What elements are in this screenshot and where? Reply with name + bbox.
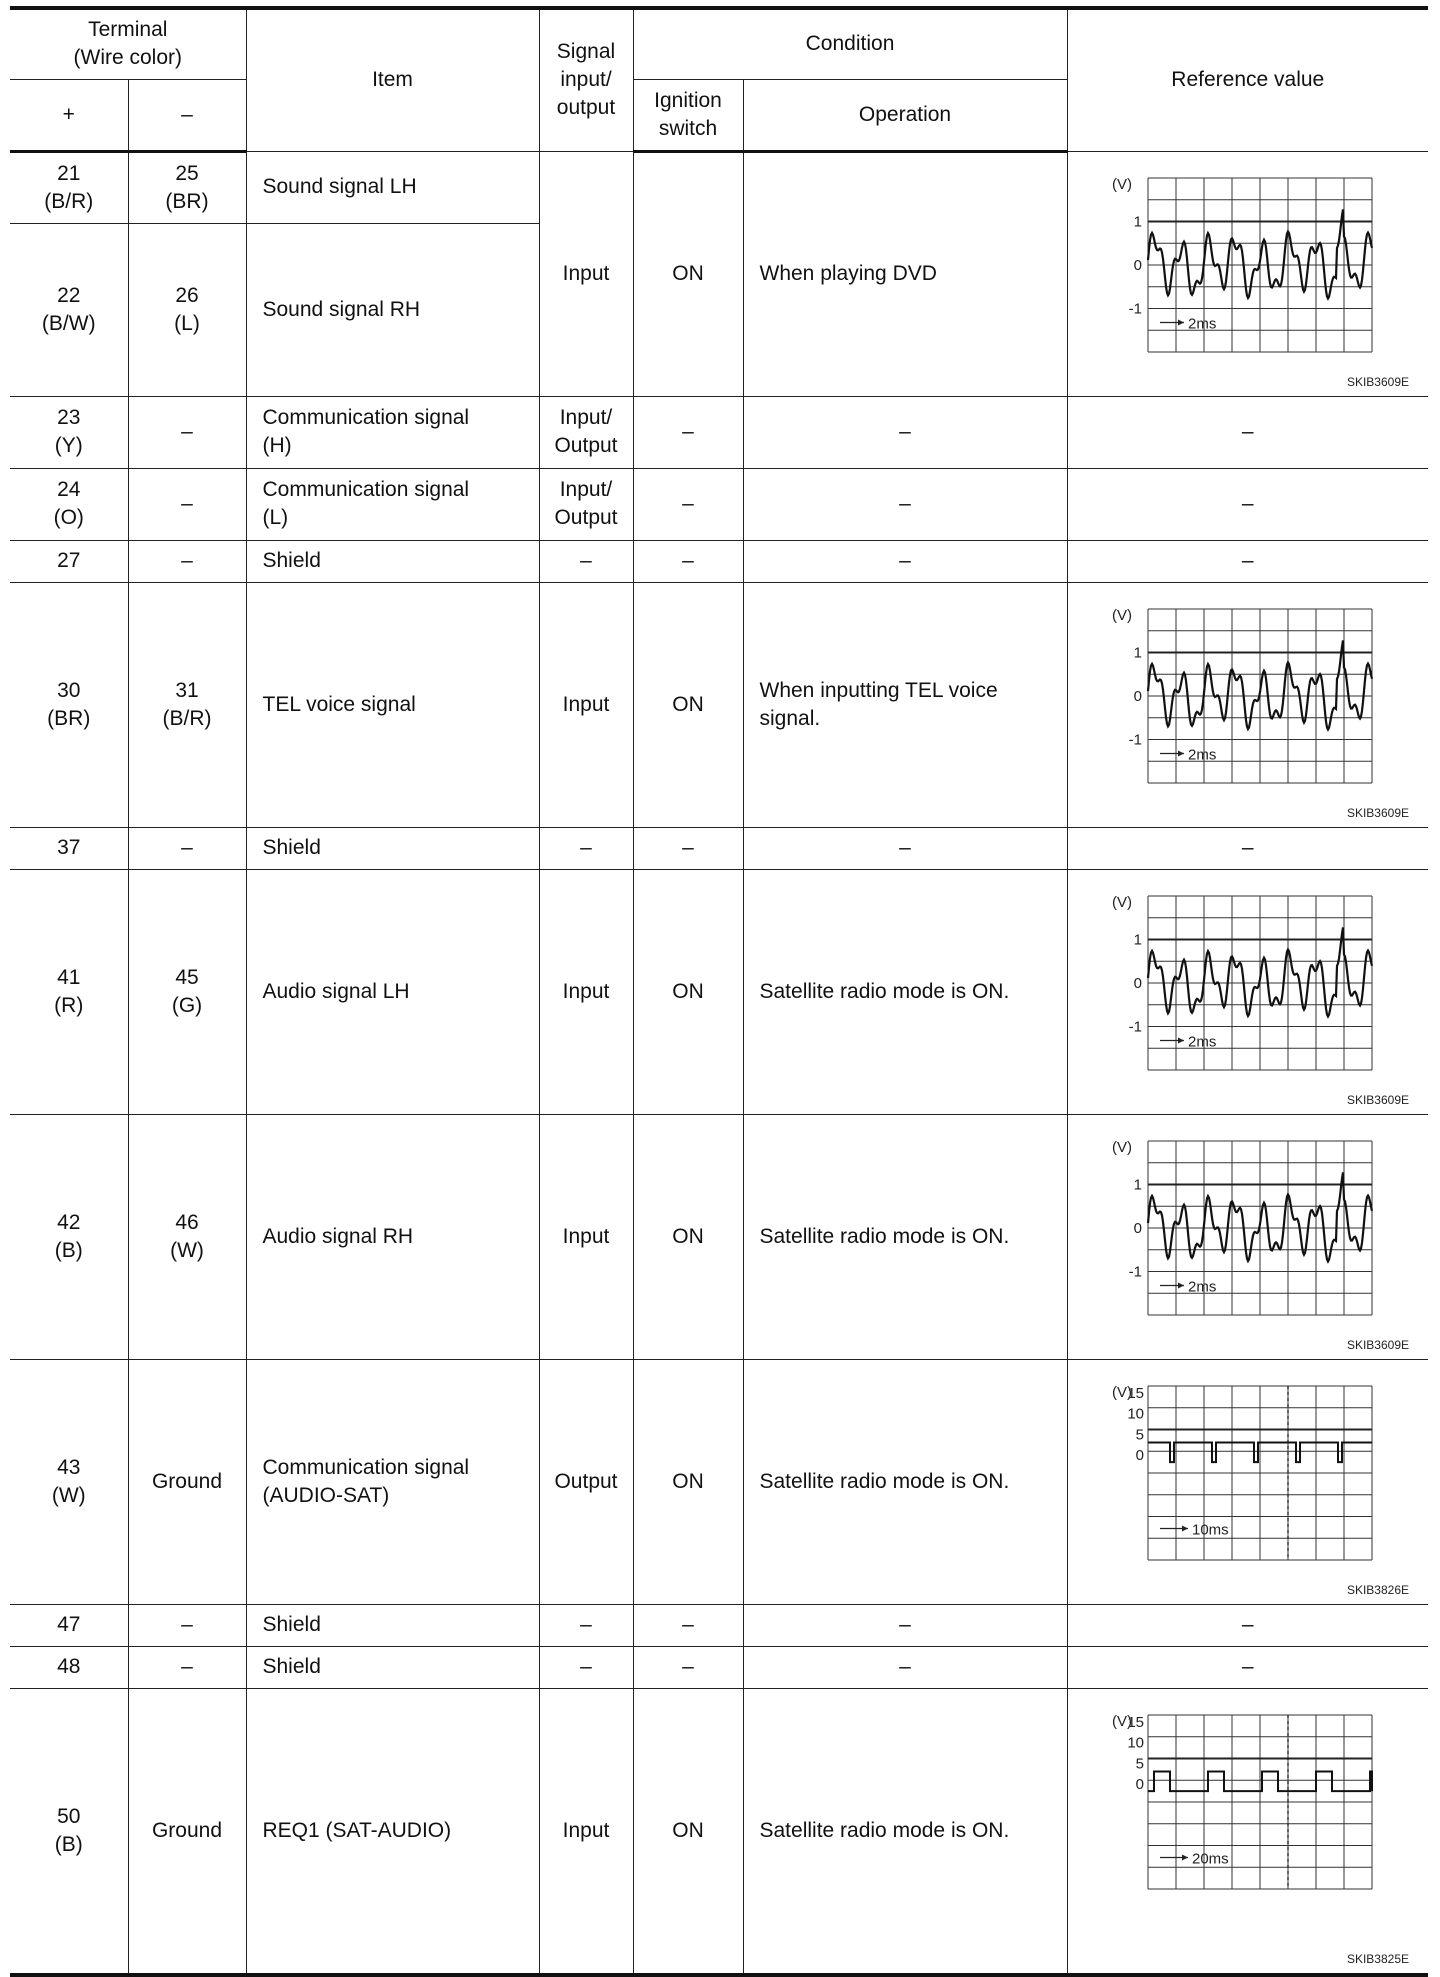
reference-value-cell: – [1067,468,1428,540]
signal-io-cell: Output [539,1359,633,1604]
figure-code: SKIB3825E [1346,1951,1409,1966]
operation-cell: Satellite radio mode is ON. [743,1359,1067,1604]
ignition-switch-header: Ignition switch [633,79,743,151]
plus-terminal: 23 (Y) [10,396,128,468]
operation-cell: When playing DVD [743,151,1067,396]
minus-terminal: Ground [128,1688,246,1975]
y-tick-label: 0 [1135,1775,1144,1793]
signal-io-cell: Input [539,582,633,827]
figure-code: SKIB3609E [1346,1092,1409,1107]
signal-io-cell: – [539,1604,633,1646]
oscilloscope-grid [1148,1386,1372,1560]
y-tick-label: 15 [1126,1384,1144,1402]
y-tick-label: 5 [1135,1425,1144,1443]
figure-code: SKIB3609E [1346,805,1409,820]
table-row [10,540,1428,582]
reference-waveform-cell [1067,869,1428,1114]
minus-terminal: 45 (G) [128,869,246,1114]
minus-header: – [128,79,246,151]
operation-cell: – [743,396,1067,468]
y-tick-label: -1 [1128,1018,1142,1035]
minus-terminal: – [128,827,246,869]
signal-io-cell: Input [539,1688,633,1975]
item-cell: REQ1 (SAT-AUDIO) [246,1688,539,1975]
signal-io-cell: – [539,827,633,869]
terminal-header: Terminal (Wire color) [10,8,246,79]
y-tick-label: 1 [1133,644,1142,661]
reference-value-cell: – [1067,1646,1428,1688]
y-tick-label: 0 [1133,1219,1142,1237]
table-row [10,1646,1428,1688]
operation-cell: – [743,1604,1067,1646]
item-cell: Communication signal (AUDIO-SAT) [246,1359,539,1604]
time-marker-arrow [1182,1854,1188,1860]
y-tick-label: -1 [1128,1263,1142,1280]
plus-terminal: 22 (B/W) [10,223,128,396]
unit-label: (V) [1111,893,1132,911]
operation-cell: – [743,827,1067,869]
ignition-cell: – [633,396,743,468]
signal-io-cell: Input [539,1114,633,1359]
signal-io-cell: Input [539,151,633,396]
y-tick-label: 0 [1133,256,1142,274]
plus-terminal: 41 (R) [10,869,128,1114]
table-row [10,468,1428,540]
figure-code: SKIB3609E [1346,1337,1409,1352]
time-marker-arrow [1178,750,1184,756]
signal-io-cell: Input/ Output [539,468,633,540]
minus-terminal: 46 (W) [128,1114,246,1359]
time-label: 20ms [1191,1850,1229,1867]
signal-io-cell: Input/ Output [539,396,633,468]
plus-terminal: 42 (B) [10,1114,128,1359]
plus-terminal: 43 (W) [10,1359,128,1604]
operation-cell: When inputting TEL voice signal. [743,582,1067,827]
operation-cell: Satellite radio mode is ON. [743,1114,1067,1359]
sine-waveform-chart [1068,870,1429,1114]
time-marker-arrow [1178,1282,1184,1288]
signal-io-header: Signal input/ output [539,8,633,151]
ignition-cell: – [633,827,743,869]
table-row [10,396,1428,468]
reference-waveform-cell [1067,582,1428,827]
unit-label: (V) [1111,1383,1132,1401]
minus-terminal: – [128,1646,246,1688]
signal-io-cell: Input [539,869,633,1114]
minus-terminal: 26 (L) [128,223,246,396]
reference-waveform-cell [1067,1114,1428,1359]
table-row [10,1688,1428,1975]
y-tick-label: 0 [1135,1446,1144,1464]
ignition-cell: – [633,540,743,582]
item-cell: Shield [246,827,539,869]
y-tick-label: 5 [1135,1754,1144,1772]
signal-io-cell: – [539,540,633,582]
ignition-cell: ON [633,582,743,827]
time-label: 2ms [1187,315,1216,332]
minus-terminal: – [128,1604,246,1646]
time-label: 10ms [1191,1521,1229,1538]
table-row [10,1114,1428,1359]
y-tick-label: -1 [1128,300,1142,317]
table-row [10,151,1428,223]
reference-value-cell: – [1067,1604,1428,1646]
sine-waveform-chart [1068,1115,1429,1359]
plus-terminal: 37 [10,827,128,869]
oscilloscope-grid [1148,1715,1372,1889]
y-tick-label: 0 [1133,974,1142,992]
minus-terminal: Ground [128,1359,246,1604]
y-tick-label: -1 [1128,731,1142,748]
plus-terminal: 50 (B) [10,1688,128,1975]
minus-terminal: – [128,540,246,582]
time-label: 2ms [1187,1278,1216,1295]
item-cell: Sound signal RH [246,223,539,396]
item-cell: Communication signal (L) [246,468,539,540]
unit-label: (V) [1111,175,1132,193]
plus-terminal: 30 (BR) [10,582,128,827]
y-tick-label: 15 [1126,1713,1144,1731]
item-cell: Sound signal LH [246,151,539,223]
table-row [10,582,1428,827]
table-row [10,827,1428,869]
sine-waveform-chart [1068,152,1429,396]
terminal-reference-table [10,6,1428,1977]
figure-code: SKIB3609E [1346,374,1409,389]
plus-terminal: 48 [10,1646,128,1688]
table-row [10,1359,1428,1604]
ignition-cell: ON [633,869,743,1114]
reference-value-cell: – [1067,827,1428,869]
reference-waveform-cell [1067,151,1428,396]
reference-waveform-cell [1067,1359,1428,1604]
item-cell: TEL voice signal [246,582,539,827]
item-header: Item [246,8,539,151]
operation-header: Operation [743,79,1067,151]
time-marker-arrow [1178,319,1184,325]
item-cell: Communication signal (H) [246,396,539,468]
item-cell: Shield [246,1604,539,1646]
operation-cell: – [743,540,1067,582]
minus-terminal: 25 (BR) [128,151,246,223]
y-tick-label: 10 [1126,1734,1144,1752]
figure-code: SKIB3826E [1346,1582,1409,1597]
pulse-waveform-chart [1068,1360,1429,1604]
signal-io-cell: – [539,1646,633,1688]
operation-cell: Satellite radio mode is ON. [743,1688,1067,1975]
plus-terminal: 27 [10,540,128,582]
operation-cell: – [743,1646,1067,1688]
ignition-cell: – [633,1646,743,1688]
y-tick-label: 1 [1133,1176,1142,1193]
item-cell: Shield [246,1646,539,1688]
ignition-cell: ON [633,1688,743,1975]
table-row [10,1604,1428,1646]
minus-terminal: – [128,396,246,468]
operation-cell: – [743,468,1067,540]
y-tick-label: 10 [1126,1405,1144,1423]
time-label: 2ms [1187,1033,1216,1050]
ignition-cell: ON [633,1114,743,1359]
item-cell: Shield [246,540,539,582]
plus-terminal: 21 (B/R) [10,151,128,223]
y-tick-label: 0 [1133,687,1142,705]
plus-terminal: 24 (O) [10,468,128,540]
ignition-cell: ON [633,1359,743,1604]
item-cell: Audio signal RH [246,1114,539,1359]
reference-value-cell: – [1067,540,1428,582]
time-marker-arrow [1182,1525,1188,1531]
table-row [10,869,1428,1114]
ignition-cell: ON [633,151,743,396]
time-marker-arrow [1178,1037,1184,1043]
unit-label: (V) [1111,1712,1132,1730]
reference-value-cell: – [1067,396,1428,468]
plus-header: + [10,79,128,151]
operation-cell: Satellite radio mode is ON. [743,869,1067,1114]
plus-terminal: 47 [10,1604,128,1646]
y-tick-label: 1 [1133,931,1142,948]
condition-header: Condition [633,8,1067,79]
pulse-waveform-chart [1068,1689,1429,1973]
unit-label: (V) [1111,606,1132,624]
item-cell: Audio signal LH [246,869,539,1114]
reference-value-header: Reference value [1067,8,1428,151]
sine-waveform-chart [1068,583,1429,827]
ignition-cell: – [633,1604,743,1646]
y-tick-label: 1 [1133,213,1142,230]
reference-waveform-cell [1067,1688,1428,1975]
minus-terminal: – [128,468,246,540]
unit-label: (V) [1111,1138,1132,1156]
time-label: 2ms [1187,746,1216,763]
ignition-cell: – [633,468,743,540]
minus-terminal: 31 (B/R) [128,582,246,827]
